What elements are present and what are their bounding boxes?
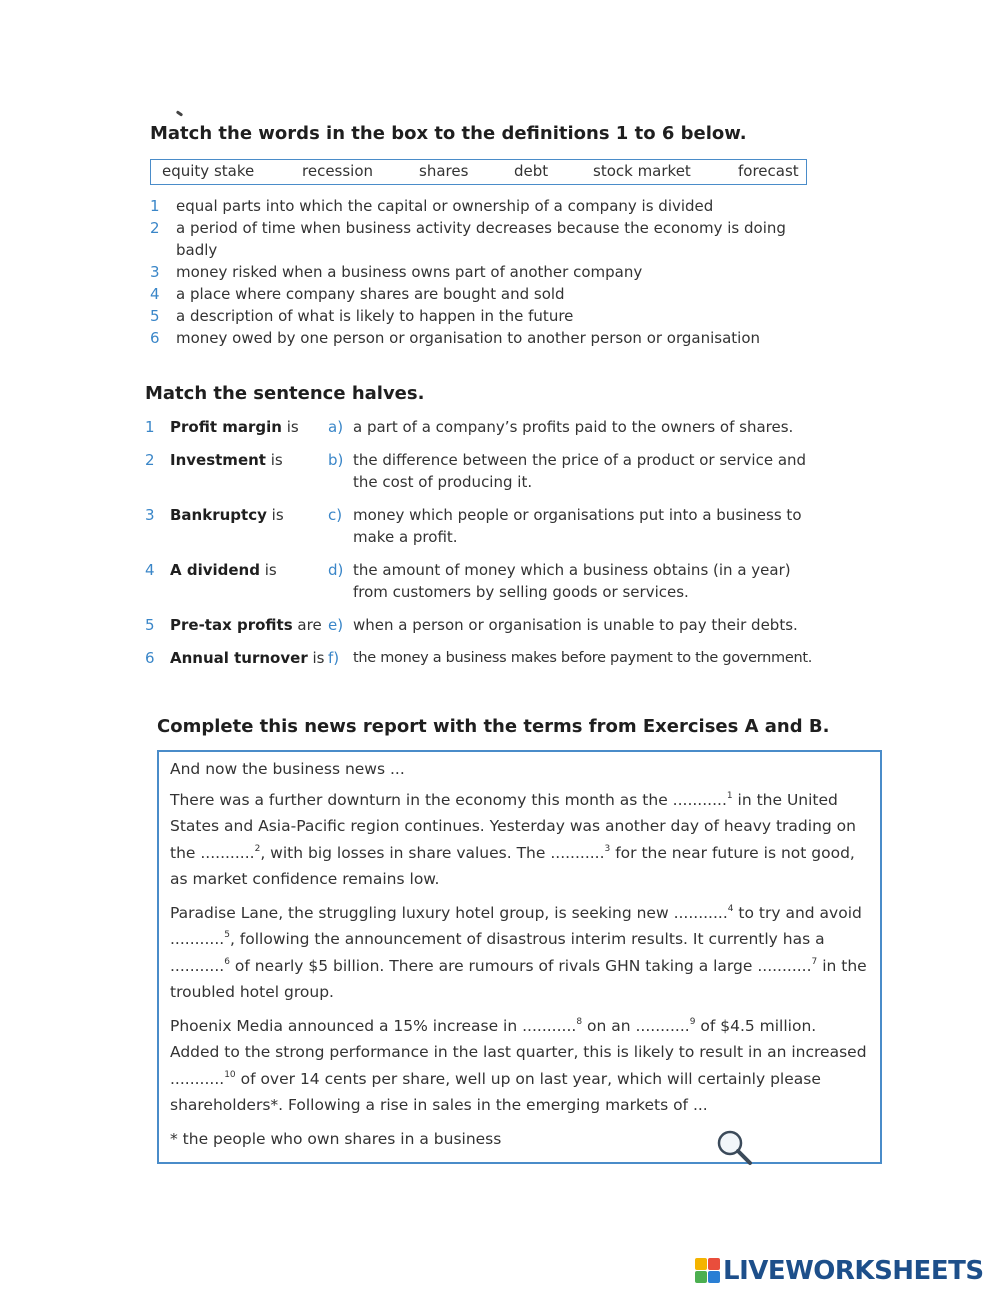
blank-9[interactable]: ........... [635, 1016, 690, 1035]
match-number: 6 [145, 649, 155, 667]
match-number: 5 [145, 616, 155, 634]
match-letter: c) [328, 506, 343, 524]
stray-mark [176, 110, 183, 116]
news-paragraph [170, 900, 870, 1006]
news-text: on an [582, 1016, 636, 1035]
match-definition: when a person or organisation is unable to pay their debts. [353, 616, 798, 634]
definition-text: money owed by one person or organisation to another person or organisation [176, 329, 761, 347]
match-term-bold: Pre-tax profits [170, 616, 293, 634]
match-term-verb: is [312, 649, 325, 667]
news-text: of nearly $5 billion. There are rumours of rivals GHN taking a large [229, 956, 758, 975]
magnifier-icon[interactable] [715, 1128, 755, 1168]
logo-cubes-icon [695, 1258, 721, 1284]
news-text: in the United States and Asia-Pacific region continues. Yesterday was another day of heavy trading on the [170, 790, 856, 862]
definition-number: 4 [150, 285, 160, 303]
match-letter: b) [328, 451, 344, 469]
match-term [170, 449, 283, 471]
blank-number: 9 [689, 1016, 696, 1027]
definition-text: a description of what is likely to happen in the future [176, 307, 574, 325]
match-term [170, 614, 322, 636]
match-number: 1 [145, 418, 155, 436]
match-definition: the amount of money which a business obtains (in a year) from customers by selling goods or services. [353, 561, 791, 601]
match-term-bold: Profit margin [170, 418, 282, 436]
news-text: to try and avoid [733, 903, 862, 922]
definition-list [150, 195, 810, 349]
news-text: , with big losses in share values. The [260, 843, 551, 862]
blank-5[interactable]: ........... [170, 930, 225, 948]
match-term-verb: are [297, 616, 322, 634]
blank-number: 7 [811, 956, 818, 967]
news-text: Phoenix Media announced a 15% increase in [170, 1016, 523, 1035]
news-text: , following the announcement of disastrous interim results. It currently has a [229, 930, 825, 948]
definition-number: 1 [150, 197, 160, 215]
news-text: of over 14 cents per share, well up on last year, which will certainly please shareholders*. Following a rise in sales in the emerging markets of ... [170, 1069, 821, 1114]
news-text: There was a further downturn in the economy this month as the [170, 790, 673, 809]
match-term-verb: is [286, 418, 299, 436]
news-text: for the near future is not good, as market confidence remains low. [170, 843, 855, 888]
news-paragraph [170, 787, 870, 893]
blank-6[interactable]: ........... [170, 956, 225, 975]
blank-8[interactable]: ........... [522, 1016, 577, 1035]
exercise-c-title: Complete this news report with the terms from Exercises A and B. [157, 716, 830, 737]
blank-2[interactable]: ........... [200, 843, 255, 862]
word-box [150, 159, 807, 185]
match-term-bold: Bankruptcy [170, 506, 267, 524]
match-letter: e) [328, 616, 344, 634]
match-term [170, 504, 284, 526]
definition-text: a period of time when business activity decreases because the economy is doing badly [176, 219, 786, 259]
blank-10[interactable]: ........... [170, 1069, 225, 1088]
match-definition: money which people or organisations put into a business to make a profit. [353, 506, 802, 546]
definition-item [150, 283, 810, 305]
exercise-a-title: Match the words in the box to the definitions 1 to 6 below. [150, 123, 747, 144]
definition-item [150, 195, 810, 217]
match-letter: d) [328, 561, 344, 579]
definition-item [150, 327, 810, 349]
blank-number: 3 [604, 843, 611, 854]
definition-item [150, 261, 810, 283]
definition-number: 3 [150, 263, 160, 281]
word-box-item: stock market [593, 162, 691, 180]
blank-number: 8 [576, 1016, 583, 1027]
logo-text: LIVEWORKSHEETS [723, 1256, 984, 1286]
news-text: Paradise Lane, the struggling luxury hotel group, is seeking new [170, 903, 674, 922]
news-intro: And now the business news ... [170, 760, 405, 778]
match-number: 3 [145, 506, 155, 524]
match-number: 4 [145, 561, 155, 579]
definition-text: a place where company shares are bought and sold [176, 285, 565, 303]
match-number: 2 [145, 451, 155, 469]
blank-7[interactable]: ........... [757, 956, 812, 975]
word-box-item: forecast [738, 162, 799, 180]
match-term-verb: is [264, 561, 277, 579]
match-definition: the money a business makes before payment to the government. [353, 650, 813, 666]
news-paragraph [170, 1013, 870, 1119]
news-text: in the troubled hotel group. [170, 956, 867, 1001]
blank-4[interactable]: ........... [673, 903, 728, 922]
word-box-item: equity stake [162, 162, 255, 180]
match-term [170, 559, 277, 581]
word-box-item: recession [302, 162, 374, 180]
definition-item [150, 305, 810, 327]
blank-number: 10 [224, 1069, 236, 1080]
blank-number: 6 [224, 956, 230, 967]
blank-3[interactable]: ........... [550, 843, 605, 862]
blank-number: 1 [726, 790, 733, 801]
match-term [170, 416, 299, 438]
match-term-verb: is [270, 451, 283, 469]
exercise-b-title: Match the sentence halves. [145, 383, 425, 404]
definition-text: money risked when a business owns part of another company [176, 263, 643, 281]
match-letter: f) [328, 649, 340, 667]
blank-number: 2 [254, 843, 261, 854]
definition-number: 6 [150, 329, 160, 347]
word-box-item: shares [419, 162, 469, 180]
definition-number: 2 [150, 219, 160, 237]
blank-1[interactable]: ........... [672, 790, 727, 809]
match-term-bold: A dividend [170, 561, 260, 579]
match-definition: the difference between the price of a product or service and the cost of producing it. [353, 451, 807, 491]
news-text: of $4.5 million. Added to the strong performance in the last quarter, this is likely to result in an increased [170, 1016, 867, 1061]
news-footnote: * the people who own shares in a business [170, 1129, 502, 1148]
word-box-item: debt [514, 162, 549, 180]
match-term-bold: Annual turnover [170, 649, 308, 667]
news-report-box [157, 750, 882, 1164]
definition-item [150, 217, 810, 261]
definition-number: 5 [150, 307, 160, 325]
blank-number: 4 [727, 903, 734, 914]
match-term [170, 647, 324, 669]
match-definition: a part of a company’s profits paid to the owners of shares. [353, 418, 794, 436]
blank-number: 5 [224, 930, 230, 940]
definition-text: equal parts into which the capital or ownership of a company is divided [176, 197, 714, 215]
match-letter: a) [328, 418, 344, 436]
match-term-bold: Investment [170, 451, 266, 469]
match-term-verb: is [271, 506, 284, 524]
